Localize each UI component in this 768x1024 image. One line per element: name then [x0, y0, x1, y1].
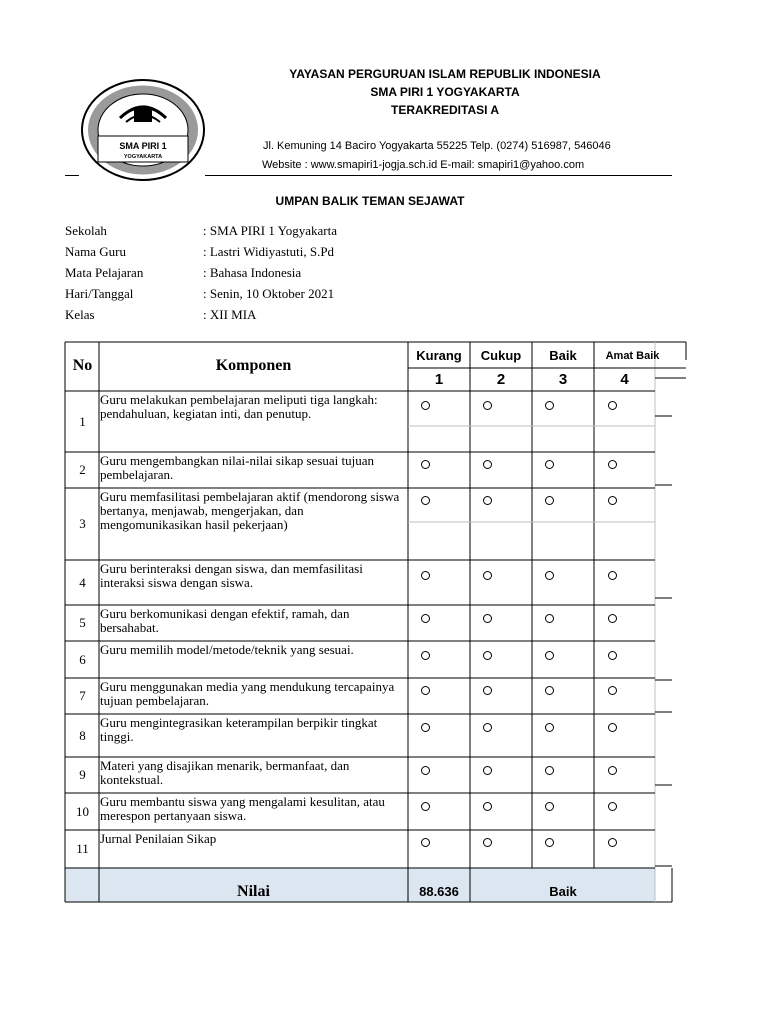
- total-label: Nilai: [237, 883, 270, 900]
- scale-label: Cukup: [480, 348, 522, 363]
- school-name: SMA PIRI 1 YOGYAKARTA: [370, 85, 520, 99]
- info-label: Sekolah: [65, 223, 107, 238]
- row-number: 7: [79, 688, 86, 703]
- row-number: 2: [79, 462, 86, 477]
- info-label: Mata Pelajaran: [65, 265, 144, 280]
- component-text: Guru memilih model/metode/teknik yang sesuai.: [100, 642, 354, 657]
- total-score: 88.636: [419, 884, 459, 899]
- rating-radio-3[interactable]: [545, 838, 554, 847]
- rating-radio-4[interactable]: [608, 496, 617, 505]
- rating-radio-1[interactable]: [421, 838, 430, 847]
- info-label: Nama Guru: [65, 244, 127, 259]
- info-value: : Lastri Widiyastuti, S.Pd: [203, 244, 335, 259]
- rating-radio-2[interactable]: [483, 838, 492, 847]
- scale-label: Amat Baik: [605, 350, 660, 362]
- info-value: : Senin, 10 Oktober 2021: [203, 286, 335, 301]
- rating-radio-1[interactable]: [421, 496, 430, 505]
- rating-radio-3[interactable]: [545, 614, 554, 623]
- school-address: Jl. Kemuning 14 Baciro Yogyakarta 55225 Telp. (0274) 516987, 546046: [263, 140, 611, 152]
- rating-radio-1[interactable]: [421, 723, 430, 732]
- document-title: UMPAN BALIK TEMAN SEJAWAT: [275, 194, 465, 208]
- rating-radio-2[interactable]: [483, 496, 492, 505]
- rating-radio-1[interactable]: [421, 766, 430, 775]
- rating-radio-2[interactable]: [483, 766, 492, 775]
- scale-value: 1: [434, 371, 444, 388]
- info-label: Hari/Tanggal: [65, 286, 134, 301]
- rating-radio-3[interactable]: [545, 802, 554, 811]
- rating-radio-4[interactable]: [608, 723, 617, 732]
- accreditation: TERAKREDITASI A: [391, 103, 499, 117]
- info-value: : Bahasa Indonesia: [203, 265, 302, 280]
- header-no: No: [72, 357, 93, 374]
- rating-radio-3[interactable]: [545, 651, 554, 660]
- row-number: 9: [79, 767, 86, 782]
- row-number: 4: [79, 574, 86, 590]
- rating-radio-1[interactable]: [421, 686, 430, 695]
- rating-radio-2[interactable]: [483, 802, 492, 811]
- rating-radio-4[interactable]: [608, 838, 617, 847]
- rating-radio-3[interactable]: [545, 571, 554, 580]
- total-grade: Baik: [549, 884, 577, 899]
- component-text: Guru berkomunikasi dengan efektif, ramah, dan bersahabat.: [100, 606, 350, 635]
- component-text: Jurnal Penilaian Sikap: [100, 831, 217, 846]
- rating-radio-4[interactable]: [608, 802, 617, 811]
- rating-radio-1[interactable]: [421, 651, 430, 660]
- header-component: Komponen: [215, 357, 292, 374]
- component-text: Guru mengintegrasikan keterampilan berpikir tingkat tinggi.: [100, 715, 378, 744]
- row-number: 1: [79, 413, 86, 429]
- rating-radio-3[interactable]: [545, 686, 554, 695]
- row-number: 3: [79, 516, 86, 531]
- rating-radio-4[interactable]: [608, 651, 617, 660]
- scale-value: 4: [620, 371, 629, 388]
- rating-radio-3[interactable]: [545, 723, 554, 732]
- rating-radio-3[interactable]: [545, 496, 554, 505]
- rating-radio-1[interactable]: [421, 802, 430, 811]
- logo-sub-text: YOGYAKARTA: [123, 154, 163, 160]
- info-value: : SMA PIRI 1 Yogyakarta: [203, 223, 337, 238]
- rating-radio-1[interactable]: [421, 571, 430, 580]
- component-text: Guru mengembangkan nilai-nilai sikap sesuai tujuan pembelajaran.: [100, 453, 375, 482]
- rating-radio-2[interactable]: [483, 686, 492, 695]
- school-contact: Website : www.smapiri1-jogja.sch.id E-mail: smapiri1@yahoo.com: [262, 159, 585, 171]
- rating-radio-4[interactable]: [608, 614, 617, 623]
- rating-radio-1[interactable]: [421, 460, 430, 469]
- rating-radio-2[interactable]: [483, 460, 492, 469]
- component-text: Guru menggunakan media yang mendukung tercapainya tujuan pembelajaran.: [100, 679, 395, 708]
- rating-radio-4[interactable]: [608, 401, 617, 410]
- component-text: Guru membantu siswa yang mengalami kesulitan, atau merespon pertanyaan siswa.: [100, 794, 385, 823]
- logo-main-text: SMA PIRI 1: [119, 141, 167, 151]
- rating-radio-3[interactable]: [545, 766, 554, 775]
- row-number: 10: [76, 803, 89, 819]
- row-number: 8: [79, 727, 86, 743]
- rating-radio-2[interactable]: [483, 723, 492, 732]
- rating-radio-1[interactable]: [421, 614, 430, 623]
- rating-radio-1[interactable]: [421, 401, 430, 410]
- component-text: Guru melakukan pembelajaran meliputi tiga langkah: pendahuluan, kegiatan inti, dan penutup.: [100, 392, 378, 421]
- rating-radio-3[interactable]: [545, 401, 554, 410]
- foundation-name: YAYASAN PERGURUAN ISLAM REPUBLIK INDONESIA: [289, 67, 601, 81]
- scale-value: 3: [558, 371, 568, 388]
- rating-radio-2[interactable]: [483, 614, 492, 623]
- rating-radio-4[interactable]: [608, 766, 617, 775]
- component-text: Guru berinteraksi dengan siswa, dan memfasilitasi interaksi siswa dengan siswa.: [100, 561, 363, 590]
- rating-radio-2[interactable]: [483, 651, 492, 660]
- rating-radio-2[interactable]: [483, 571, 492, 580]
- scale-value: 2: [496, 371, 506, 388]
- scale-label: Baik: [549, 348, 577, 363]
- rating-radio-4[interactable]: [608, 686, 617, 695]
- component-text: Guru memfasilitasi pembelajaran aktif (mendorong siswa bertanya, menjawab, mengerjakan, dan mengomunikasikan hasil pekerjaan): [100, 489, 400, 532]
- row-number: 6: [79, 651, 86, 667]
- rating-radio-2[interactable]: [483, 401, 492, 410]
- scale-label: Kurang: [416, 348, 462, 363]
- row-number: 5: [79, 615, 86, 630]
- rating-radio-4[interactable]: [608, 571, 617, 580]
- info-label: Kelas: [65, 307, 95, 322]
- rating-radio-3[interactable]: [545, 460, 554, 469]
- component-text: Materi yang disajikan menarik, bermanfaat, dan kontekstual.: [100, 758, 350, 787]
- rating-radio-4[interactable]: [608, 460, 617, 469]
- row-number: 11: [76, 841, 89, 856]
- info-value: : XII MIA: [203, 307, 257, 322]
